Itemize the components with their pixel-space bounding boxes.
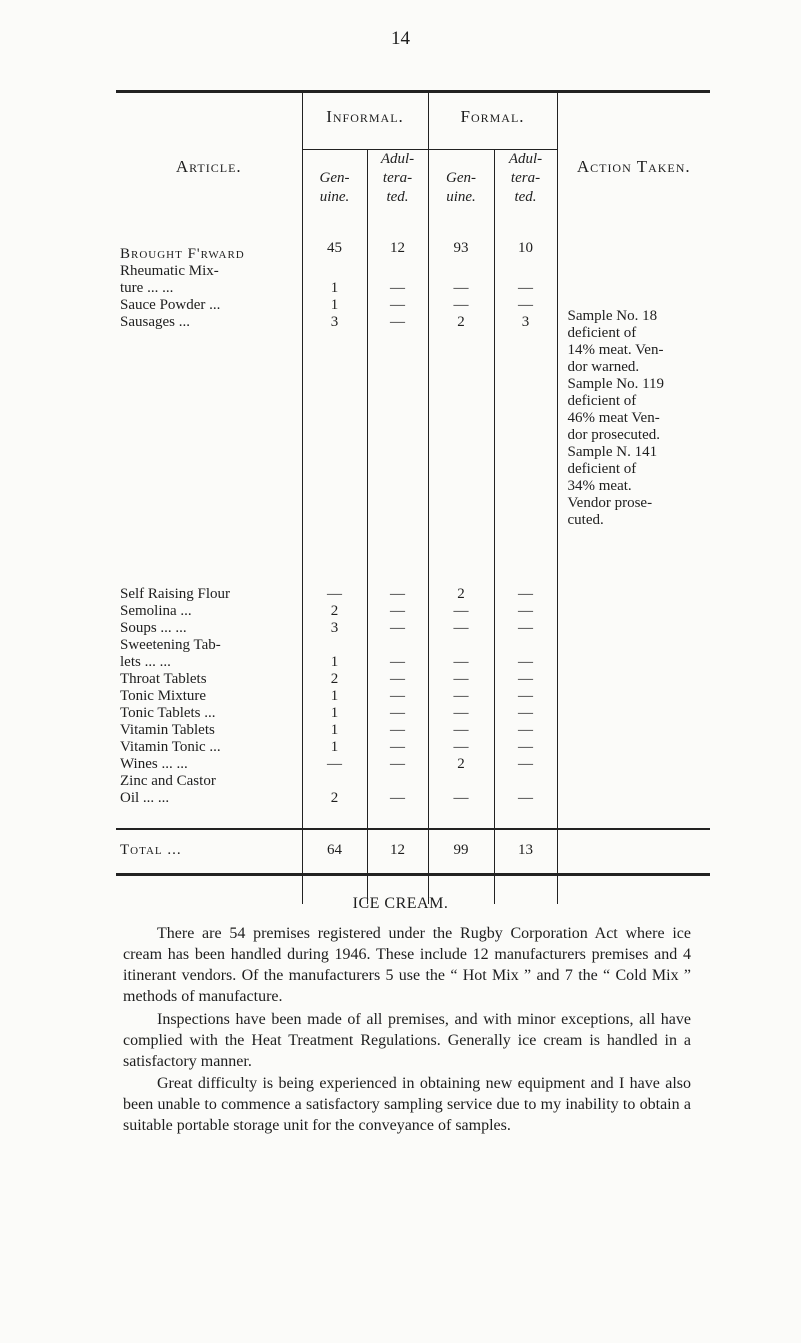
informal-adulterated-cell: — [367,314,428,586]
informal-adulterated-cell: — [367,620,428,637]
article-cell: Soups ... ... [120,620,187,636]
formal-adulterated-cell: — [494,705,557,722]
formal-adulterated-cell: — [494,688,557,705]
formal-adulterated-cell: — [494,620,557,637]
column-header-informal: Informal. [302,93,428,150]
formal-adulterated-cell: — [494,773,557,829]
informal-genuine-cell: 1 [302,637,367,671]
informal-genuine-cell: 2 [302,671,367,688]
formal-adulterated-cell: — [494,671,557,688]
column-header-article: Article. [175,156,242,176]
article-cell: Sauce Powder ... [120,297,221,313]
informal-genuine-cell: 3 [302,314,367,586]
section-title-ice-cream: ICE CREAM. [352,895,449,912]
formal-genuine-cell: 2 [428,756,494,773]
formal-genuine-cell: — [428,773,494,829]
article-cell: Sweetening Tab- lets ... ... [120,637,221,670]
formal-adulterated-cell: — [494,722,557,739]
informal-adulterated-cell: — [367,263,428,297]
total-action-cell [557,829,710,904]
article-cell: Vitamin Tonic ... [120,739,221,755]
subheader-formal-genuine: Gen- uine. [428,150,494,241]
informal-adulterated-cell: — [367,671,428,688]
informal-adulterated-cell: — [367,603,428,620]
food-sampling-table [116,93,710,904]
formal-adulterated-cell: 3 [494,314,557,586]
formal-genuine-cell: — [428,603,494,620]
article-cell: Tonic Tablets ... [120,705,216,721]
informal-adulterated-cell: — [367,756,428,773]
paragraph-equipment-difficulty: Great difficulty is being experienced in obtaining new equipment and I have also been unable to commence a satisfactory sampling service due to my inability to obtain a suitable portable storage unit for the conveyance of samples. [123,1075,691,1134]
formal-adulterated-cell: — [494,603,557,620]
informal-genuine-cell: 2 [302,603,367,620]
table-bottom-rule [116,873,710,876]
page-number: 14 [391,28,410,49]
article-cell: Brought F'rward [120,246,245,262]
formal-genuine-cell: 2 [428,314,494,586]
informal-adulterated-cell: — [367,722,428,739]
article-cell: Zinc and Castor Oil ... ... [120,773,216,806]
total-row [116,829,710,904]
total-formal-genuine: 99 [428,829,494,904]
formal-adulterated-cell: — [494,739,557,756]
formal-genuine-cell: — [428,263,494,297]
article-cell: Wines ... ... [120,756,188,772]
paragraph-inspections: Inspections have been made of all premises, and with minor exceptions, all have complied with the Heat Treatment Regulations. Generally ice cream is handled in a satisfactory manner. [123,1011,691,1070]
informal-genuine-cell: 1 [302,263,367,297]
total-label: Total ... [116,829,302,904]
total-informal-genuine: 64 [302,829,367,904]
informal-genuine-cell: 3 [302,620,367,637]
informal-adulterated-cell: — [367,705,428,722]
article-cell: Self Raising Flour [120,586,231,602]
formal-genuine-cell: — [428,637,494,671]
informal-adulterated-cell: — [367,637,428,671]
total-formal-adulterated: 13 [494,829,557,904]
informal-adulterated-cell: — [367,297,428,314]
column-header-action-taken: Action Taken. [557,93,710,240]
formal-genuine-cell: — [428,705,494,722]
informal-adulterated-cell: — [367,586,428,603]
informal-genuine-cell: 1 [302,688,367,705]
formal-adulterated-cell: — [494,756,557,773]
article-cell: Sausages ... [120,314,190,330]
article-cell: Vitamin Tablets [120,722,215,738]
formal-genuine-cell: — [428,671,494,688]
formal-genuine-cell: — [428,620,494,637]
formal-adulterated-cell: — [494,297,557,314]
formal-genuine-cell: — [428,297,494,314]
paragraph-registered-premises: There are 54 premises registered under the Rugby Corporation Act where ice cream has been handled during 1946. These include 12 manufacturers premises and 4 itinerant vendors. Of the manufacturers 5 use the “ Hot Mix ” and 7 the “ Cold Mix ” methods of manufacture. [123,925,691,1005]
informal-genuine-cell: 2 [302,773,367,829]
informal-adulterated-cell: 12 [367,240,428,263]
formal-genuine-cell: — [428,739,494,756]
informal-genuine-cell: 1 [302,722,367,739]
informal-genuine-cell: 45 [302,240,367,263]
informal-genuine-cell: 1 [302,705,367,722]
article-cell: Rheumatic Mix- ture ... ... [120,263,219,296]
action-taken-cell: Sample No. 18 deficient of 14% meat. Ven- dor warned. Sample No. 119 deficient of 46% meat Ven- dor prosecuted. Sample N. 141 deficient of 34% meat. Vendor prose- cuted. [557,240,710,829]
informal-adulterated-cell: — [367,739,428,756]
informal-adulterated-cell: — [367,688,428,705]
article-cell: Throat Tablets [120,671,207,687]
subheader-formal-adulterated: Adul- tera- ted. [494,150,557,241]
subheader-informal-genuine: Gen- uine. [302,150,367,241]
formal-adulterated-cell: — [494,586,557,603]
article-cell: Tonic Mixture [120,688,207,704]
formal-genuine-cell: 2 [428,586,494,603]
informal-genuine-cell: — [302,756,367,773]
total-informal-adulterated: 12 [367,829,428,904]
article-cell: Semolina ... [120,603,192,619]
formal-adulterated-cell: — [494,263,557,297]
formal-genuine-cell: 93 [428,240,494,263]
column-header-formal: Formal. [428,93,557,150]
informal-genuine-cell: 1 [302,297,367,314]
formal-genuine-cell: — [428,688,494,705]
formal-adulterated-cell: 10 [494,240,557,263]
informal-adulterated-cell: — [367,773,428,829]
table-row [116,240,710,263]
informal-genuine-cell: — [302,586,367,603]
formal-genuine-cell: — [428,722,494,739]
formal-adulterated-cell: — [494,637,557,671]
subheader-informal-adulterated: Adul- tera- ted. [367,150,428,241]
informal-genuine-cell: 1 [302,739,367,756]
